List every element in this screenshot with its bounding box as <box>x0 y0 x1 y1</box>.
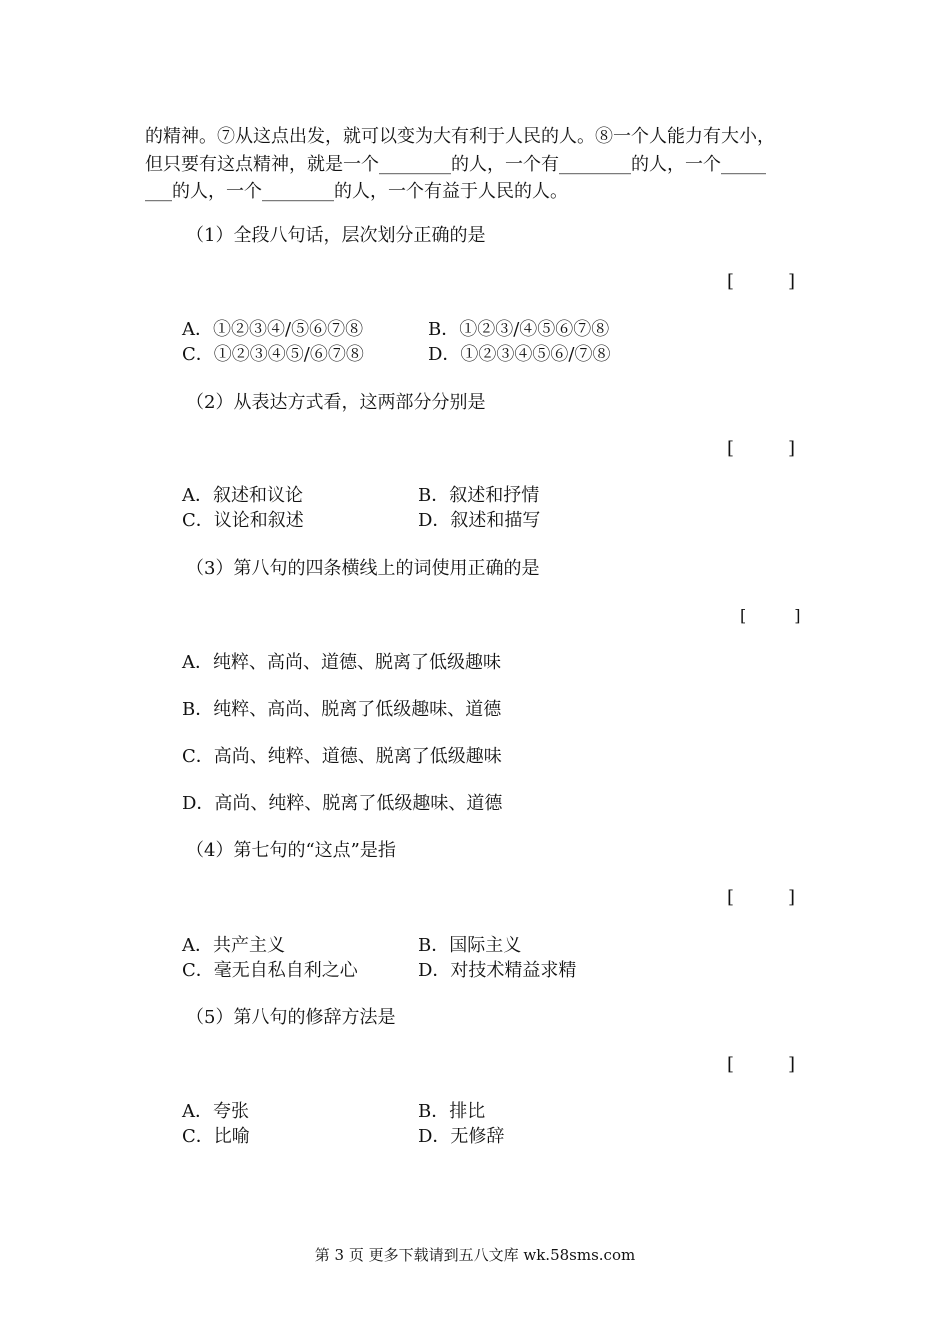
option-c: C．①②③④⑤/⑥⑦⑧ <box>182 344 364 365</box>
question-stem: （4）第七句的“这点”是指 <box>186 840 396 861</box>
option-d: D．无修辞 <box>418 1126 505 1147</box>
option-a: A．①②③④/⑤⑥⑦⑧ <box>182 319 364 340</box>
question-stem: （2）从表达方式看，这两部分分别是 <box>186 392 486 413</box>
question-stem: （1）全段八句话，层次划分正确的是 <box>186 225 486 246</box>
question-stem: （3）第八句的四条横线上的词使用正确的是 <box>186 558 540 579</box>
option-d: D．叙述和描写 <box>418 510 541 531</box>
answer-bracket: [ ] <box>727 438 796 459</box>
question-stem: （5）第八句的修辞方法是 <box>186 1007 396 1028</box>
answer-bracket: [ ] <box>727 887 796 908</box>
answer-bracket: [ ] <box>740 606 801 625</box>
option-c: C．高尚、纯粹、道德、脱离了低级趣味 <box>182 746 502 767</box>
answer-bracket: [ ] <box>727 271 796 292</box>
option-b: B．排比 <box>418 1101 486 1122</box>
option-b: B．①②③/④⑤⑥⑦⑧ <box>428 319 610 340</box>
option-b: B．纯粹、高尚、脱离了低级趣味、道德 <box>182 699 502 720</box>
option-a: A．夸张 <box>182 1101 249 1122</box>
option-a: A．纯粹、高尚、道德、脱离了低级趣味 <box>182 652 501 673</box>
answer-bracket: [ ] <box>727 1054 796 1075</box>
option-c: C．议论和叙述 <box>182 510 304 531</box>
option-c: C．毫无自私自利之心 <box>182 960 358 981</box>
option-d: D．①②③④⑤⑥/⑦⑧ <box>428 344 611 365</box>
option-b: B．国际主义 <box>418 935 522 956</box>
option-a: A．共产主义 <box>182 935 285 956</box>
passage-line: 的精神。⑦从这点出发，就可以变为大有利于人民的人。⑧一个人能力有大小， <box>145 126 775 147</box>
option-c: C．比喻 <box>182 1126 250 1147</box>
page-footer: 第 3 页 更多下载请到五八文库 wk.58sms.com <box>314 1246 636 1264</box>
passage-line: 但只要有这点精神，就是一个________的人，一个有________的人，一个_____ <box>145 154 766 175</box>
option-d: D．高尚、纯粹、脱离了低级趣味、道德 <box>182 793 503 814</box>
option-b: B．叙述和抒情 <box>418 485 540 506</box>
option-d: D．对技术精益求精 <box>418 960 577 981</box>
passage-line: ___的人，一个________的人，一个有益于人民的人。 <box>145 181 568 202</box>
option-a: A．叙述和议论 <box>182 485 303 506</box>
